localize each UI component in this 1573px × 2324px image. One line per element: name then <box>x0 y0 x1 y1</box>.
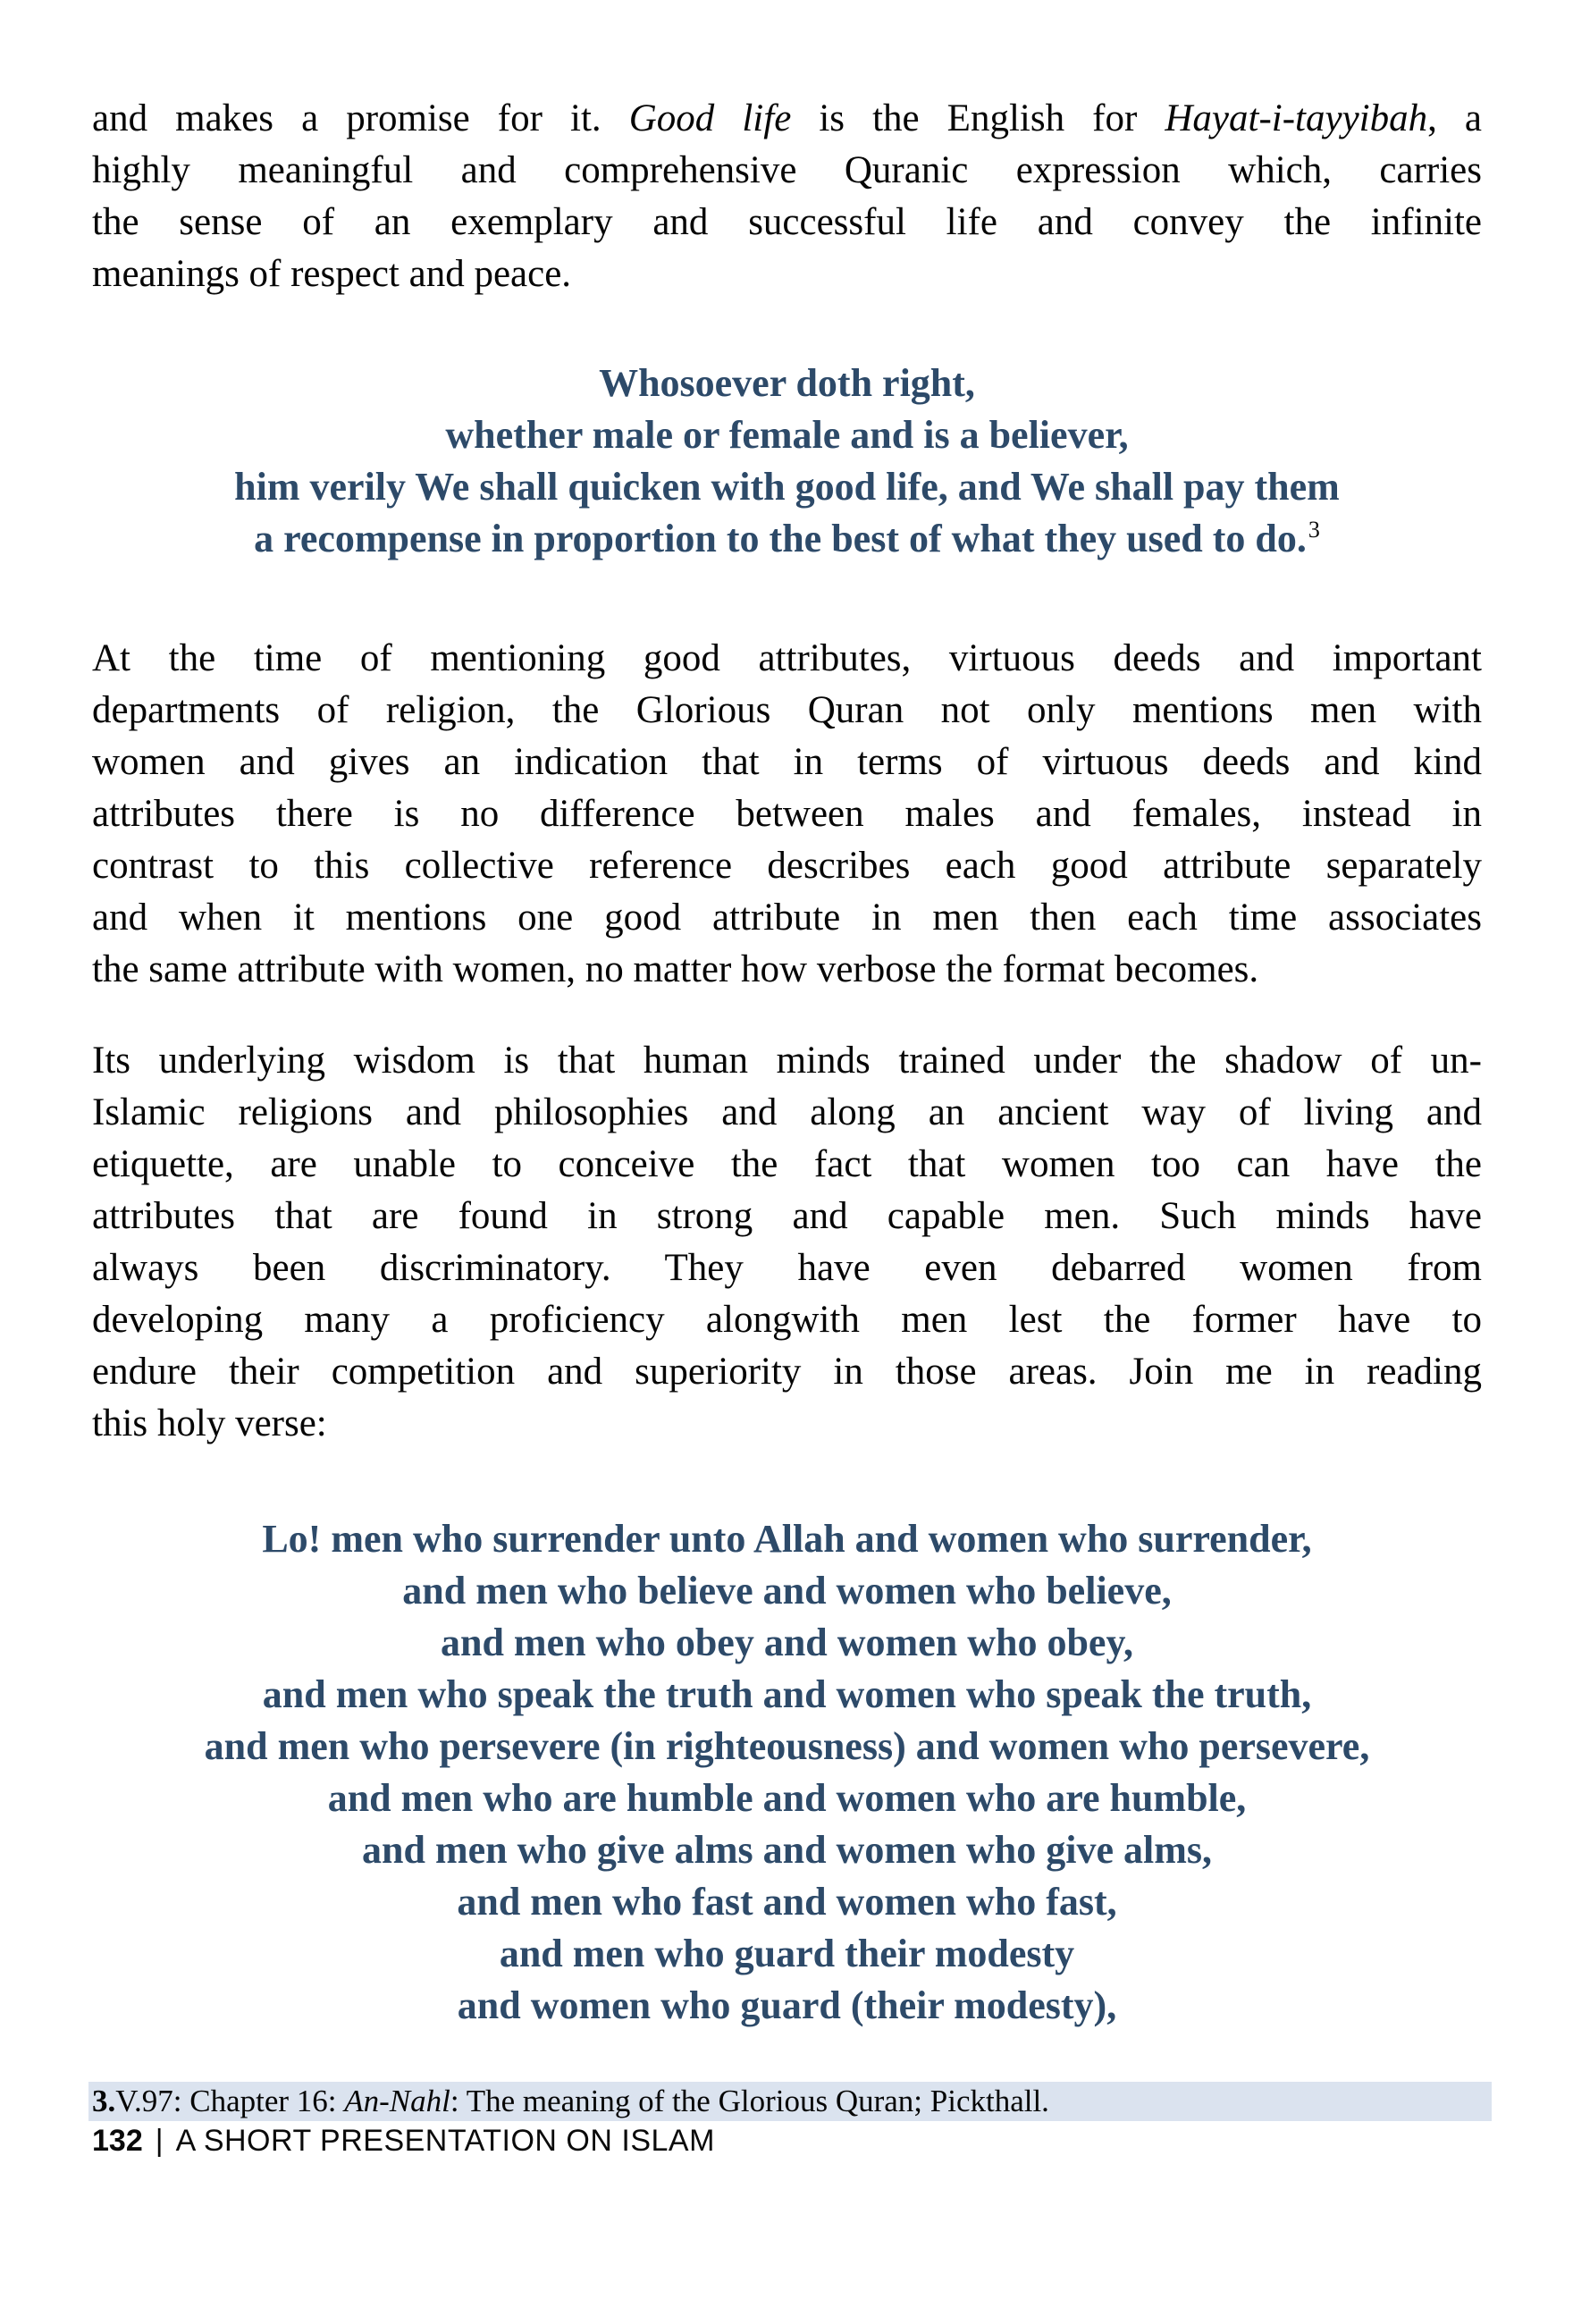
text-segment: and men who give alms and women who give alms, <box>362 1828 1212 1872</box>
text-line <box>92 1294 1482 1346</box>
text-segment: and men who obey and women who obey, <box>440 1621 1134 1664</box>
footer-separator: | <box>155 2124 164 2158</box>
text-line <box>92 1513 1482 1565</box>
text-line <box>92 1876 1482 1928</box>
text-line <box>92 197 1482 248</box>
text-line <box>92 1721 1482 1772</box>
text-segment: and men who believe and women who believe, <box>402 1569 1172 1612</box>
text-line <box>92 461 1482 513</box>
text-segment: etiquette, are unable to conceive the fact that women too can have the <box>92 1143 1482 1185</box>
text-segment: Its underlying wisdom is that human minds trained under the shadow of un- <box>92 1040 1482 1082</box>
text-segment: always been discriminatory. They have even debarred women from <box>92 1247 1482 1289</box>
text-segment: Good life <box>628 97 792 139</box>
text-line <box>92 145 1482 197</box>
text-segment: At the time of mentioning good attributes, virtuous deeds and important <box>92 637 1482 679</box>
text-line <box>92 1242 1482 1294</box>
page-footer <box>92 2122 715 2160</box>
text-line <box>92 1346 1482 1398</box>
text-line <box>92 1669 1482 1721</box>
text-segment: attributes there is no difference between males and females, instead in <box>92 793 1482 835</box>
text-segment: the same attribute with women, no matter how verbose the format becomes. <box>92 948 1259 990</box>
body-paragraph-3 <box>92 1035 1482 1450</box>
text-line <box>92 513 1482 565</box>
text-segment: meanings of respect and peace. <box>92 253 572 295</box>
text-line <box>92 1772 1482 1824</box>
text-segment: attributes that are found in strong and capable men. Such minds have <box>92 1195 1482 1237</box>
text-line <box>92 788 1482 840</box>
text-segment: 3 <box>1308 516 1320 543</box>
text-segment: and men who fast and women who fast, <box>457 1880 1117 1924</box>
body-paragraph-2 <box>92 633 1482 996</box>
page-number: 132 <box>92 2124 143 2158</box>
text-segment: a recompense in proportion to the best of what they used to do. <box>254 517 1307 560</box>
text-line <box>92 1191 1482 1242</box>
text-segment: Islamic religions and philosophies and along an ancient way of living and <box>92 1091 1482 1133</box>
text-line <box>92 248 1482 300</box>
text-segment: and men who persevere (in righteousness) and women who persevere, <box>204 1724 1370 1768</box>
text-line <box>92 737 1482 788</box>
text-line <box>92 633 1482 685</box>
text-segment: departments of religion, the Glorious Quran not only mentions men with <box>92 689 1482 731</box>
text-line <box>92 1565 1482 1617</box>
text-segment: and women who guard (their modesty), <box>457 1983 1117 2027</box>
text-segment: : The meaning of the Glorious Quran; Pickthall. <box>450 2084 1049 2118</box>
text-line <box>92 1928 1482 1980</box>
text-line <box>92 1980 1482 2032</box>
text-line <box>92 93 1482 145</box>
text-line <box>92 409 1482 461</box>
text-segment: and men who guard their modesty <box>499 1932 1075 1975</box>
text-segment: An-Nahl <box>344 2084 450 2118</box>
text-line <box>92 358 1482 409</box>
text-segment: and men who speak the truth and women who speak the truth, <box>262 1672 1312 1716</box>
text-segment: and makes a promise for it. <box>92 97 629 139</box>
quran-verse-quote-1 <box>92 358 1482 565</box>
text-line <box>92 1617 1482 1669</box>
text-segment: endure their competition and superiority in those areas. Join me in reading <box>92 1351 1482 1393</box>
page-content <box>92 0 1482 2324</box>
text-line <box>92 944 1482 996</box>
text-line <box>92 1035 1482 1087</box>
book-title: A SHORT PRESENTATION ON ISLAM <box>175 2124 715 2158</box>
text-line <box>92 1824 1482 1876</box>
body-paragraph-1 <box>92 93 1482 300</box>
text-segment: Lo! men who surrender unto Allah and women who surrender, <box>262 1517 1312 1561</box>
text-segment: women and gives an indication that in terms of virtuous deeds and kind <box>92 741 1482 783</box>
text-segment: highly meaningful and comprehensive Quranic expression which, carries <box>92 149 1482 191</box>
quran-verse-quote-2 <box>92 1513 1482 2032</box>
text-segment: this holy verse: <box>92 1402 327 1444</box>
text-segment: him verily We shall quicken with good life, and We shall pay them <box>234 465 1340 509</box>
text-segment: 3. <box>92 2084 116 2118</box>
text-segment: is the English for <box>791 97 1165 139</box>
footnote-highlight-band <box>88 2082 1492 2121</box>
text-line <box>92 1139 1482 1191</box>
text-line <box>92 892 1482 944</box>
text-line <box>92 1398 1482 1450</box>
footnote-text <box>88 2082 1492 2121</box>
text-line <box>92 840 1482 892</box>
text-segment: whether male or female and is a believer, <box>445 413 1129 457</box>
text-segment: developing many a proficiency alongwith men lest the former have to <box>92 1299 1482 1341</box>
text-segment: and when it mentions one good attribute in men then each time associates <box>92 897 1482 939</box>
text-line <box>92 1087 1482 1139</box>
text-segment: and men who are humble and women who are humble, <box>327 1776 1247 1820</box>
text-segment: , a <box>1427 97 1483 139</box>
text-segment: V.97: Chapter 16: <box>115 2084 345 2118</box>
text-segment: Whosoever doth right, <box>599 361 975 405</box>
text-segment: the sense of an exemplary and successful life and convey the infinite <box>92 201 1482 243</box>
text-line <box>92 685 1482 737</box>
text-segment: Hayat-i-tayyibah <box>1165 97 1428 139</box>
text-segment: contrast to this collective reference describes each good attribute separately <box>92 845 1482 887</box>
